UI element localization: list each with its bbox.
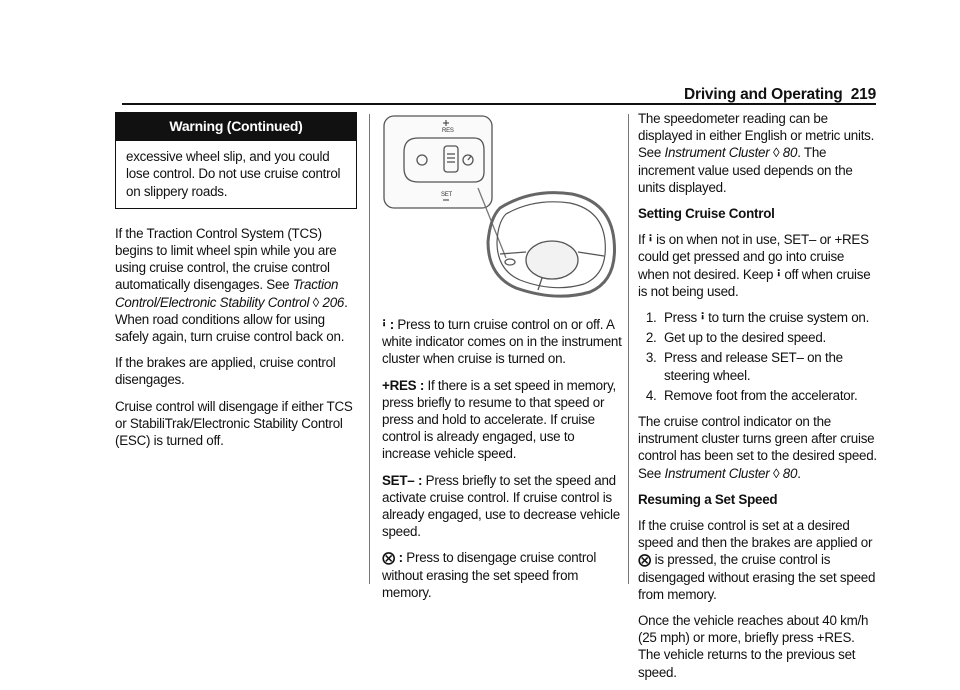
column-divider-1 <box>369 114 370 584</box>
page-ref[interactable]: 80 <box>782 465 798 481</box>
figure-label-res: RES <box>442 128 454 134</box>
desc-res: +RES : If there is a set speed in memory, press briefly to resume to that speed or press and hold to accelerate. If cruise control is already engaged, use to increase vehicle speed. <box>382 377 616 462</box>
tcs-paragraph: If the Traction Control System (TCS) begins to limit wheel spin while you are using cruise control, the cruise control automatically disengages. See Traction Control/Electronic Stability Control ◊ 206. When road conditions allow for using safely again, turn cruise control back on. <box>115 225 348 345</box>
xref-instrument-cluster[interactable]: Instrument Cluster <box>664 145 770 161</box>
column-3 <box>638 110 878 690</box>
warning-text: excessive wheel slip, and you could lose control. Do not use cruise control on slippery roads. <box>126 149 341 199</box>
cruise-control-icon: ꜟ <box>648 232 653 248</box>
heading-resuming: Resuming a Set Speed <box>638 491 778 507</box>
page-ref[interactable]: 206 <box>322 294 345 310</box>
cruise-control-icon: ꜟ <box>382 317 387 332</box>
indicator-paragraph: The cruise control indicator on the instrument cluster turns green after cruise control has been set to the desired speed. See Instrument Cluster ◊ 80. <box>638 414 877 481</box>
setting-cruise-paragraph: If ꜟ is on when not in use, SET– or +RES could get pressed and go into cruise when not desired. Keep ꜟ off when cruise is not being used. <box>638 232 871 299</box>
desc-cruise-onoff: ꜟ : Press to turn cruise control on or off. A white indicator comes on in the instrument cluster when cruise is turned on. <box>382 317 622 367</box>
warning-box <box>115 112 357 209</box>
brakes-paragraph: If the brakes are applied, cruise control disengages. <box>115 355 336 388</box>
set-label: SET– : <box>382 472 423 488</box>
warning-title: Warning (Continued) <box>116 113 356 141</box>
res-label: +RES : <box>382 377 425 393</box>
page-ref-arrow: ◊ <box>772 465 780 481</box>
header-rule <box>122 103 876 105</box>
list-item: 2. Get up to the desired speed. <box>660 329 878 346</box>
cruise-control-icon: ꜟ <box>700 310 705 326</box>
page-number: 219 <box>850 86 876 103</box>
steps-list <box>638 309 878 404</box>
page-ref-arrow: ◊ <box>772 145 780 161</box>
cruise-control-icon: ꜟ <box>776 266 781 282</box>
steering-wheel-figure <box>382 110 620 300</box>
figure-label-set: SET <box>441 192 452 198</box>
list-item: 1. Press ꜟ to turn the cruise system on. <box>660 309 878 326</box>
esc-paragraph: Cruise control will disengage if either TCS or StabiliTrak/Electronic Stability Control (ESC) is turned off. <box>115 398 353 449</box>
column-1 <box>115 110 357 458</box>
heading-setting-cruise: Setting Cruise Control <box>638 206 775 222</box>
speedometer-paragraph: The speedometer reading can be displayed in either English or metric units. See Instrument Cluster ◊ 80. The increment value used depends on the units displayed. <box>638 111 875 195</box>
cancel-icon: ⨂ <box>638 552 652 568</box>
resuming-paragraph: If the cruise control is set at a desired speed and then the brakes are applied or ⨂ is pressed, the cruise control is disengaged without erasing the set speed from memory. <box>638 518 876 602</box>
page-ref[interactable]: 80 <box>782 145 798 161</box>
cancel-icon: ⨂ <box>382 550 396 566</box>
section-title: Driving and Operating <box>684 86 843 103</box>
desc-set: SET– : Press briefly to set the speed and activate cruise control. If cruise control is already engaged, use to decrease vehicle speed. <box>382 472 620 540</box>
desc-cancel: ⨂ : Press to disengage cruise control without erasing the set speed from memory. <box>382 550 597 600</box>
column-2 <box>382 110 622 610</box>
list-item: 3. Press and release SET– on the steering wheel. <box>660 349 878 383</box>
column-divider-2 <box>628 114 629 584</box>
xref-traction-control[interactable]: Traction Control/Electronic Stability Control <box>115 277 339 310</box>
resume-speed-paragraph: Once the vehicle reaches about 40 km/h (25 mph) or more, briefly press +RES. The vehicle returns to the previous set speed. <box>638 613 869 680</box>
xref-instrument-cluster[interactable]: Instrument Cluster <box>664 465 770 481</box>
list-item: 4. Remove foot from the accelerator. <box>660 387 878 404</box>
steering-wheel-illustration <box>382 110 620 300</box>
page-ref-arrow: ◊ <box>312 294 320 310</box>
